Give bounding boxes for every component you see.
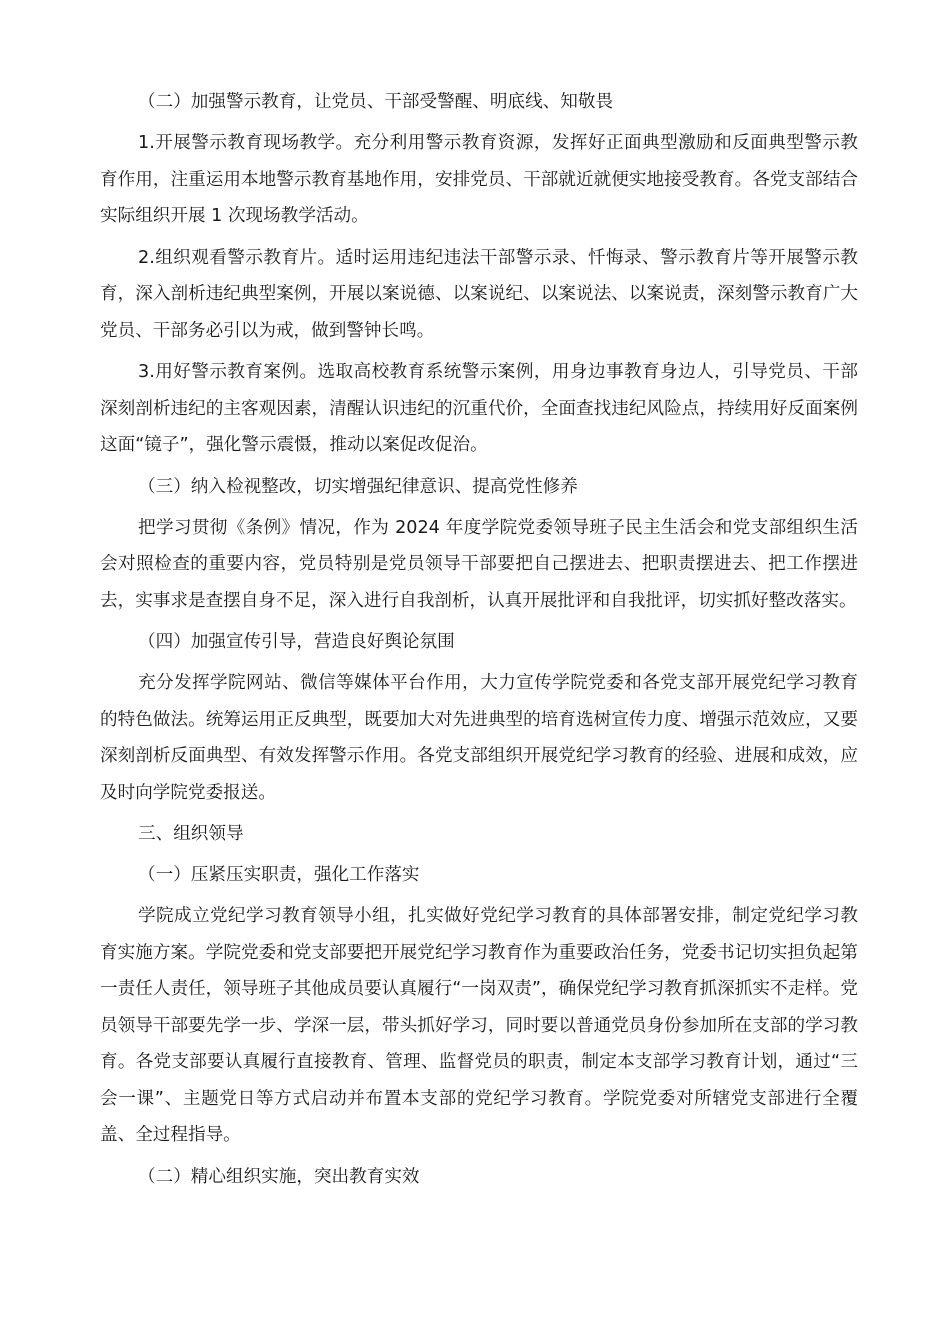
- paragraph-onsite-teaching: 1.开展警示教育现场教学。充分利用警示教育资源，发挥好正面典型激励和反面典型警示教育作用，注重运用本地警示教育基地作用，安排党员、干部就近就便实地接受教育。各党支部结合实际组织开展 1 次现场教学活动。: [100, 133, 858, 226]
- section-heading-warning-education: （二）加强警示教育，让党员、干部受警醒、明底线、知敬畏: [138, 92, 614, 112]
- paragraph-rectification: 把学习贯彻《条例》情况，作为 2024 年度学院党委领导班子民主生活会和党支部组织生活会对照检查的重要内容，党员特别是党员领导干部要把自己摆进去、把职责摆进去、把工作摆进去，实事求是查摆自身不足，深入进行自我剖析，认真开展批评和自我批评，切实抓好整改落实。: [100, 517, 858, 611]
- document-body: [100, 84, 858, 1200]
- section-heading-publicity: （四）加强宣传引导，营造良好舆论氛围: [138, 632, 455, 652]
- section-heading-responsibility: （一）压紧压实职责，强化工作落实: [138, 865, 420, 885]
- paragraph-warning-films: 2.组织观看警示教育片。适时运用违纪违法干部警示录、忏悔录、警示教育片等开展警示教育，深入剖析违纪典型案例，开展以案说德、以案说纪、以案说法、以案说责，深刻警示教育广大党员、干部务必引以为戒，做到警钟长鸣。: [100, 247, 858, 341]
- paragraph-warning-cases: 3.用好警示教育案例。选取高校教育系统警示案例，用身边事教育身边人，引导党员、干部深刻剖析违纪的主客观因素，清醒认识违纪的沉重代价，全面查找违纪风险点，持续用好反面案例这面“镜子”，强化警示震慑，推动以案促改促治。: [100, 362, 858, 455]
- paragraph-responsibility: 学院成立党纪学习教育领导小组，扎实做好党纪学习教育的具体部署安排，制定党纪学习教育实施方案。学院党委和党支部要把开展党纪学习教育作为重要政治任务，党委书记切实担负起第一责任人责任，领导班子其他成员要认真履行“一岗双责”，确保党纪学习教育抓深抓实不走样。党员领导干部要先学一步、学深一层，带头抓好学习，同时要以普通党员身份参加所在支部的学习教育。各党支部要认真履行直接教育、管理、监督党员的职责，制定本支部学习教育计划，通过“三会一课”、主题党日等方式启动并布置本支部的党纪学习教育。学院党委对所辖党支部进行全覆盖、全过程指导。: [100, 906, 858, 1145]
- paragraph-publicity: 充分发挥学院网站、微信等媒体平台作用，大力宣传学院党委和各党支部开展党纪学习教育的特色做法。统筹运用正反典型，既要加大对先进典型的培育选树宣传力度、增强示范效应，又要深刻剖析反面典型、有效发挥警示作用。各党支部组织开展党纪学习教育的经验、进展和成效，应及时向学院党委报送。: [100, 673, 858, 803]
- section-heading-implementation: （二）精心组织实施，突出教育实效: [138, 1166, 420, 1187]
- section-heading-rectification: （三）纳入检视整改，切实增强纪律意识、提高党性修养: [138, 476, 578, 497]
- chapter-heading-organization: 三、组织领导: [138, 824, 244, 844]
